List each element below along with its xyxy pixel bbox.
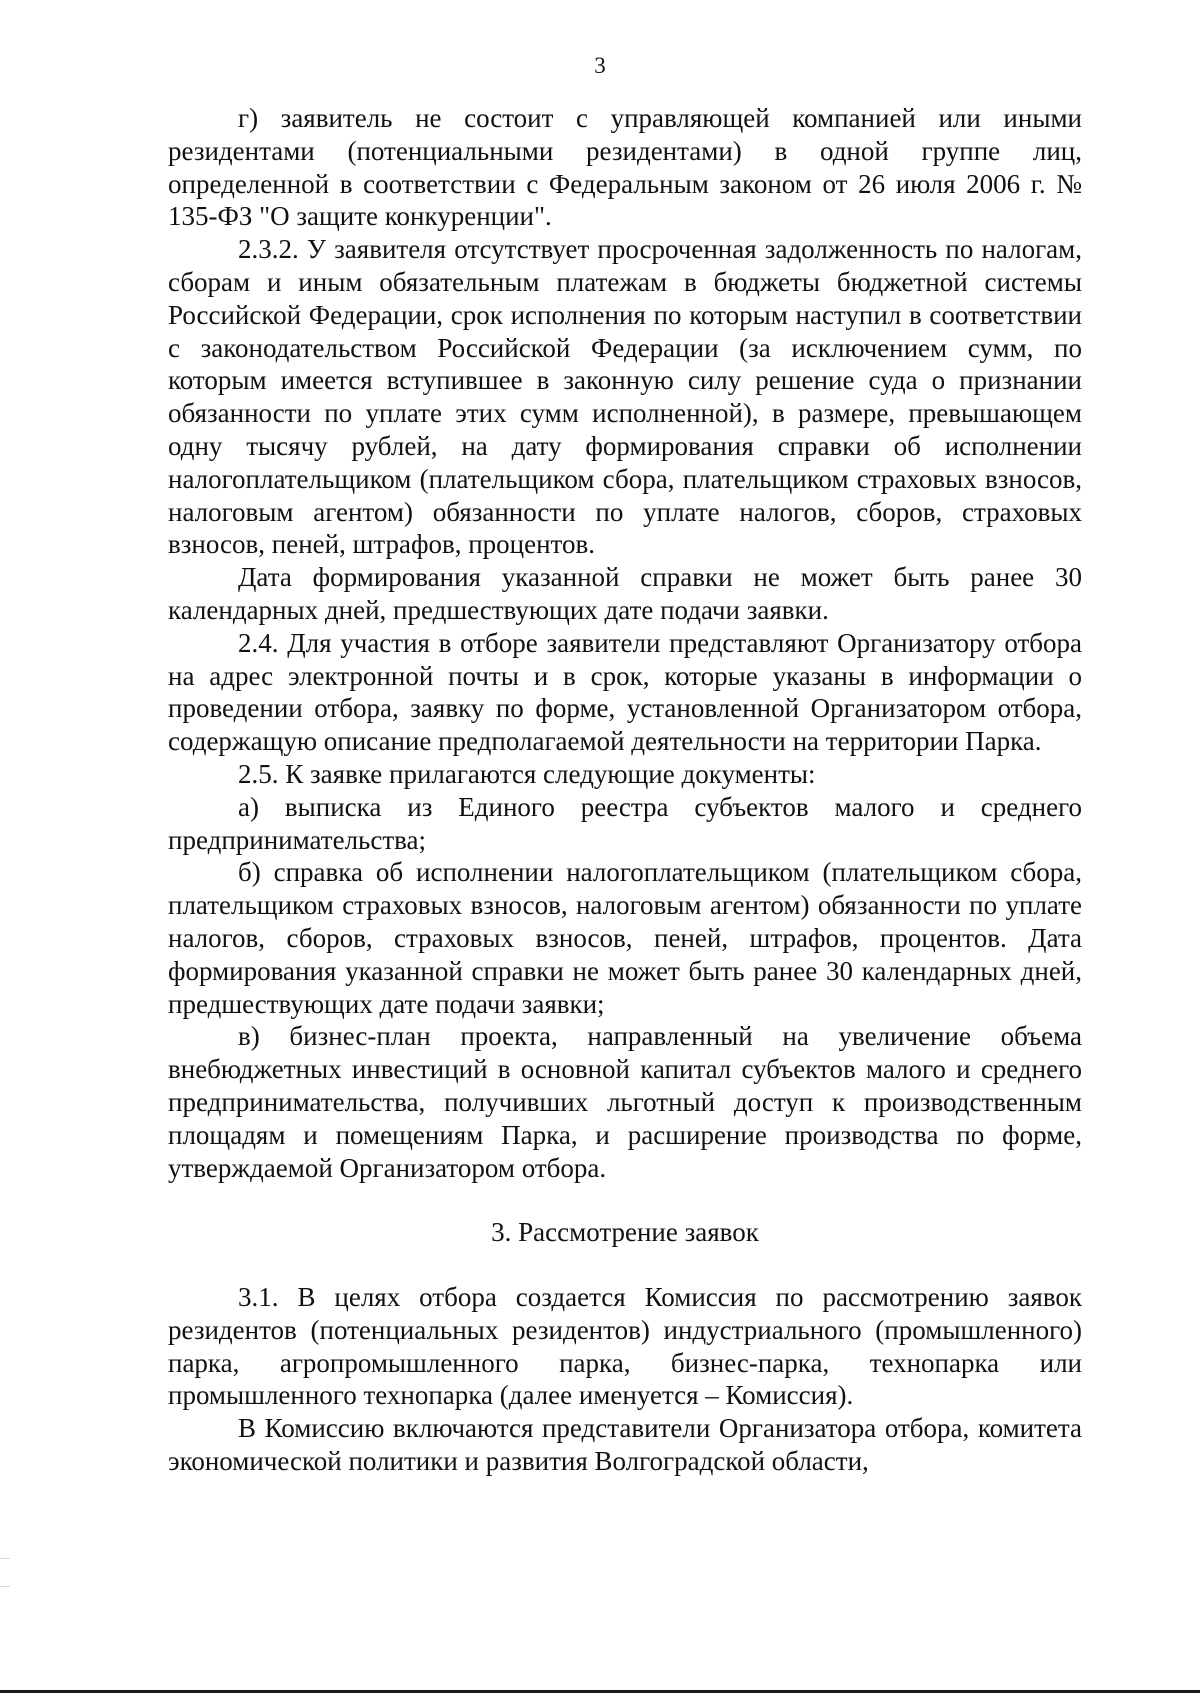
page-number: 3: [594, 53, 606, 78]
section-heading: 3. Рассмотрение заявок: [491, 1217, 759, 1248]
paragraph-commission-members: В Комиссию включаются представители Организатора отбора, комитета экономической политики и развития Волгоградской области,: [168, 1413, 1082, 1477]
paragraph-item-v: в) бизнес-план проекта, направленный на увеличение объема внебюджетных инвестиций в основной капитал субъектов малого и среднего предпринимательства, получивших льготный доступ к производственным площадям и помещениям Парка, и расширение производства по форме, утверждаемой Организатором отбора.: [168, 1021, 1082, 1183]
paragraph-3-1: 3.1. В целях отбора создается Комиссия по рассмотрению заявок резидентов (потенциальных резидентов) индустриального (промышленного) парка, агропромышленного парка, бизнес-парка, технопарка или промышленного технопарка (далее именуется – Комиссия).: [168, 1282, 1082, 1411]
paragraph-item-a: а) выписка из Единого реестра субъектов малого и среднего предпринимательства;: [168, 791, 1082, 855]
paragraph-item-b: б) справка об исполнении налогоплательщиком (плательщиком сбора, плательщиком страховых взносов, налоговым агентом) обязанности по уплате налогов, сборов, страховых взносов, пеней, штрафов, процентов. Дата формирования указанной справки не может быть ранее 30 календарных дней, предшествующих дате подачи заявки;: [168, 857, 1082, 1019]
scan-artifact: [0, 1558, 10, 1559]
scan-artifact: [0, 1586, 10, 1587]
document-body: [168, 102, 1082, 1478]
paragraph-2-3-2: 2.3.2. У заявителя отсутствует просроченная задолженность по налогам, сборам и иным обязательным платежам в бюджеты бюджетной системы Российской Федерации, срок исполнения по которым наступил в соответствии с законодательством Российской Федерации (за исключением сумм, по которым имеется вступившее в законную силу решение суда о признании обязанности по уплате этих сумм исполненной), в размере, превышающем одну тысячу рублей, на дату формирования справки об исполнении налогоплательщиком (плательщиком сбора, плательщиком страховых взносов, налоговым агентом) обязанности по уплате налогов, сборов, страховых взносов, пеней, штрафов, процентов.: [168, 234, 1082, 560]
page-bottom-edge: [0, 1690, 1200, 1693]
paragraph-certificate-date: Дата формирования указанной справки не может быть ранее 30 календарных дней, предшествующих дате подачи заявки.: [168, 562, 1082, 625]
paragraph-2-5: 2.5. К заявке прилагаются следующие документы:: [238, 758, 816, 789]
paragraph-2-4: 2.4. Для участия в отборе заявители представляют Организатору отбора на адрес электронной почты и в срок, которые указаны в информации о проведении отбора, заявку по форме, установленной Организатором отбора, содержащую описание предполагаемой деятельности на территории Парка.: [168, 627, 1082, 757]
paragraph-clause-g: г) заявитель не состоит с управляющей компанией или иными резидентами (потенциальными резидентами) в одной группе лиц, определенной в соответствии с Федеральным законом от 26 июля 2006 г. № 135-ФЗ "О защите конкуренции".: [168, 103, 1082, 232]
